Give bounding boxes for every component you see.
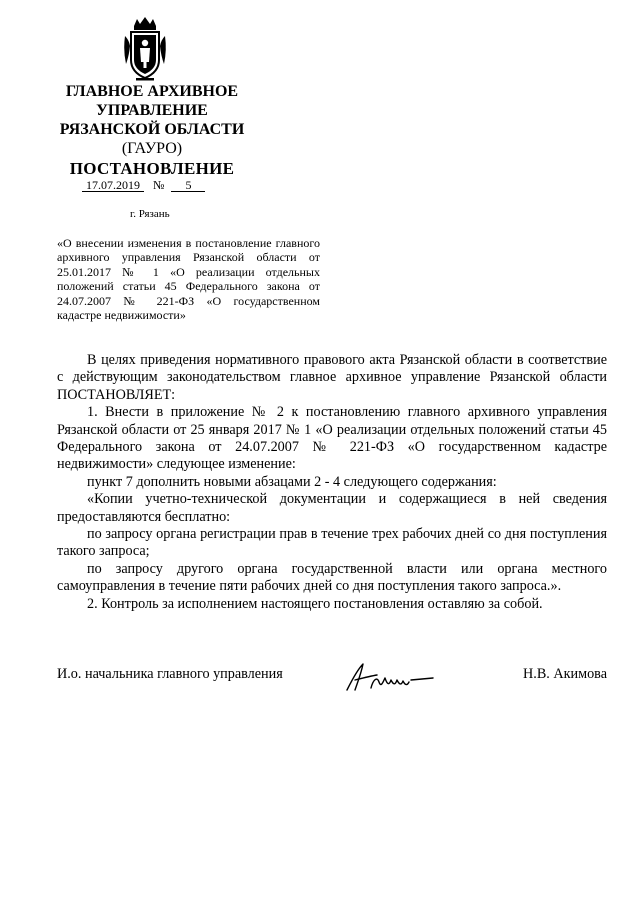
- document-header: [52, 82, 252, 179]
- org-name-line-3: РЯЗАНСКОЙ ОБЛАСТИ: [59, 121, 245, 138]
- document-dateline: [82, 178, 205, 193]
- body-paragraph-3: пункт 7 дополнить новыми абзацами 2 - 4 следующего содержания:: [87, 473, 497, 490]
- document-date: 17.07.2019: [82, 179, 144, 192]
- handwritten-signature-icon: [341, 660, 441, 694]
- signature-block: [57, 666, 607, 706]
- body-paragraph-7: 2. Контроль за исполнением настоящего постановления оставляю за собой.: [87, 595, 543, 612]
- body-paragraph-1: В целях приведения нормативного правового акта Рязанской области в соответствие с действующим законодательством главное архивное управление Рязанской области ПОСТАНОВЛЯЕТ:: [57, 352, 607, 403]
- document-type-title: ПОСТАНОВЛЕНИЕ: [69, 159, 235, 178]
- document-body: [57, 352, 607, 613]
- document-subject: «О внесении изменения в постановление главного архивного управления Рязанской области от 25.01.2017 № 1 «О реализации отдельных положений статьи 45 Федерального закона от 24.07.2007 № 221-ФЗ «О государственном кадастре недвижимости»: [57, 236, 320, 323]
- org-abbreviation: (ГАУРО): [121, 140, 183, 157]
- body-paragraph-5: по запросу органа регистрации прав в течение трех рабочих дней со дня поступления такого запроса;: [57, 526, 607, 560]
- signatory-position: И.о. начальника главного управления: [57, 666, 283, 682]
- document-number: 5: [171, 179, 205, 192]
- coat-of-arms-icon: [122, 16, 168, 82]
- document-city: г. Рязань: [130, 208, 170, 220]
- body-paragraph-2: 1. Внести в приложение № 2 к постановлению главного архивного управления Рязанской области от 25 января 2017 № 1 «О реализации отдельных положений статьи 45 Федерального закона от 24.07.2007 № 221-ФЗ «О государственном кадастре недвижимости» следующее изменение:: [57, 404, 607, 473]
- org-name-line-2: УПРАВЛЕНИЕ: [96, 102, 208, 119]
- signatory-name: Н.В. Акимова: [523, 666, 607, 682]
- body-paragraph-4: «Копии учетно-технической документации и содержащиеся в ней сведения предоставляются бесплатно:: [57, 491, 607, 525]
- number-sign: №: [153, 178, 165, 192]
- org-name-line-1: ГЛАВНОЕ АРХИВНОЕ: [65, 83, 239, 100]
- body-paragraph-6: по запросу другого органа государственной власти или органа местного самоуправления в течение пяти рабочих дней со дня поступления такого запроса.».: [57, 560, 607, 595]
